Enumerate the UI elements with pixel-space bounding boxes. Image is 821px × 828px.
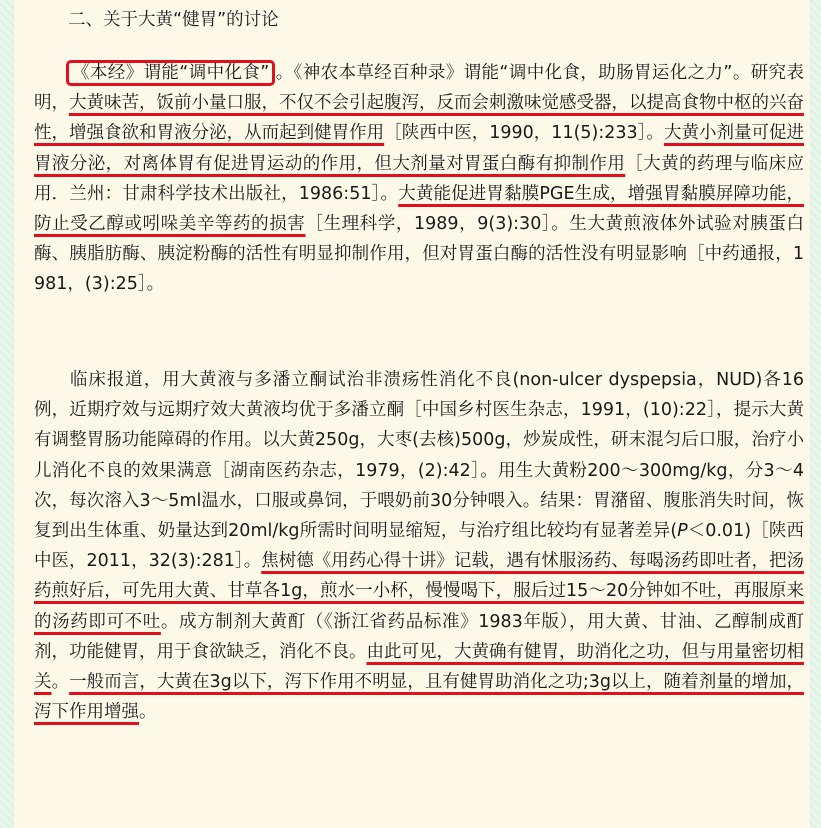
italic-symbol: P [677,521,688,542]
section-heading: 二、关于大黄“健胃”的讨论 [68,10,279,30]
text-segment: ［大黄的药理与临床应用．兰州：甘肃科学技术出版社，1986:51］。 [34,153,804,204]
document-page [14,0,810,828]
red-underline-annotation: 大黄能促进胃黏膜PGE生成，增强胃黏膜屏障功能，防止受乙醇或吲哚美辛等药的损害 [34,183,805,235]
paragraph-2 [34,365,804,727]
text-segment: ［生理科学，1989，9(3):30］。生大黄煎液体外试验对胰蛋白酶、胰脂肪酶、胰淀粉酶的活性有明显抑制作用，但对胃蛋白酶的活性没有明显影响［中药通报，1981，(3):25］。 [34,214,805,295]
text-segment: ［陕西中医，1990，11(5):233］。 [384,123,664,144]
text-segment: 。成方制剂大黄酊（《浙江省药品标准》1983年版），用大黄、甘油、乙醇制成酊剂，功能健胃，用于食欲缺乏，消化不良。 [34,611,805,662]
text-segment: 。 [51,672,70,693]
red-underline-annotation: 焦树德《用药心得十讲》记载，遇有怵服汤药、每喝汤药即吐者，把汤药煎好后，可先用大黄、甘草各1g，煎水一小杯，慢慢喝下，服后过15～20分钟如不吐，再服原来的汤药即可不吐 [34,551,804,632]
red-underline-annotation: 由此可见，大黄确有健胃，助消化之功，但与用量密切相关 [34,641,804,693]
red-underline-annotation: 大黄味苦，饭前小量口服，不仅不会引起腹泻，反而会刺激味觉感受器，以提高食物中枢的兴奋性，增强食欲和胃液分泌，从而起到健胃作用 [34,93,804,144]
red-underline-annotation: 一般而言，大黄在3g以下，泻下作用不明显，且有健胃助消化之功;3g以上，随着剂量的增加，泻下作用增强 [34,672,805,723]
text-segment: 。 [139,702,157,723]
red-underline-annotation: 大黄小剂量可促进胃液分泌，对离体胃有促进胃运动的作用，但大剂量对胃蛋白酶有抑制作用 [34,123,805,174]
text-segment: ＜0.01)［陕西中医，2011，32(3):281］。 [34,521,804,572]
text-segment: 。《神农本草经百种录》谓能“调中化食，助肠胃运化之力”。研究表明， [34,63,804,114]
paragraph-1 [34,58,804,300]
red-box-annotation: 《本经》谓能“调中化食” [66,60,275,86]
text-segment: 临床报道，用大黄液与多潘立酮试治非溃疡性消化不良(non-ulcer dyspepsia，NUD)各16例，近期疗效与远期疗效大黄液均优于多潘立酮［中国乡村医生杂志，1991，(10):22］，提示大黄有调整胃肠功能障碍的作用。以大黄250g，大枣(去核)500g，炒炭成性，研末混匀后口服，治疗小儿消化不良的效果满意［湖南医药杂志，1979，(2):42］。用生大黄粉200～300mg/kg，分3～4次，每次溶入3～5ml温水，口服或鼻饲，于喂奶前30分钟喂入。结果：胃潴留、腹胀消失时间，恢复到出生体重、奶量达到20ml/kg所需时间明显缩短，与治疗组比较均有显著差异( [34,370,804,542]
